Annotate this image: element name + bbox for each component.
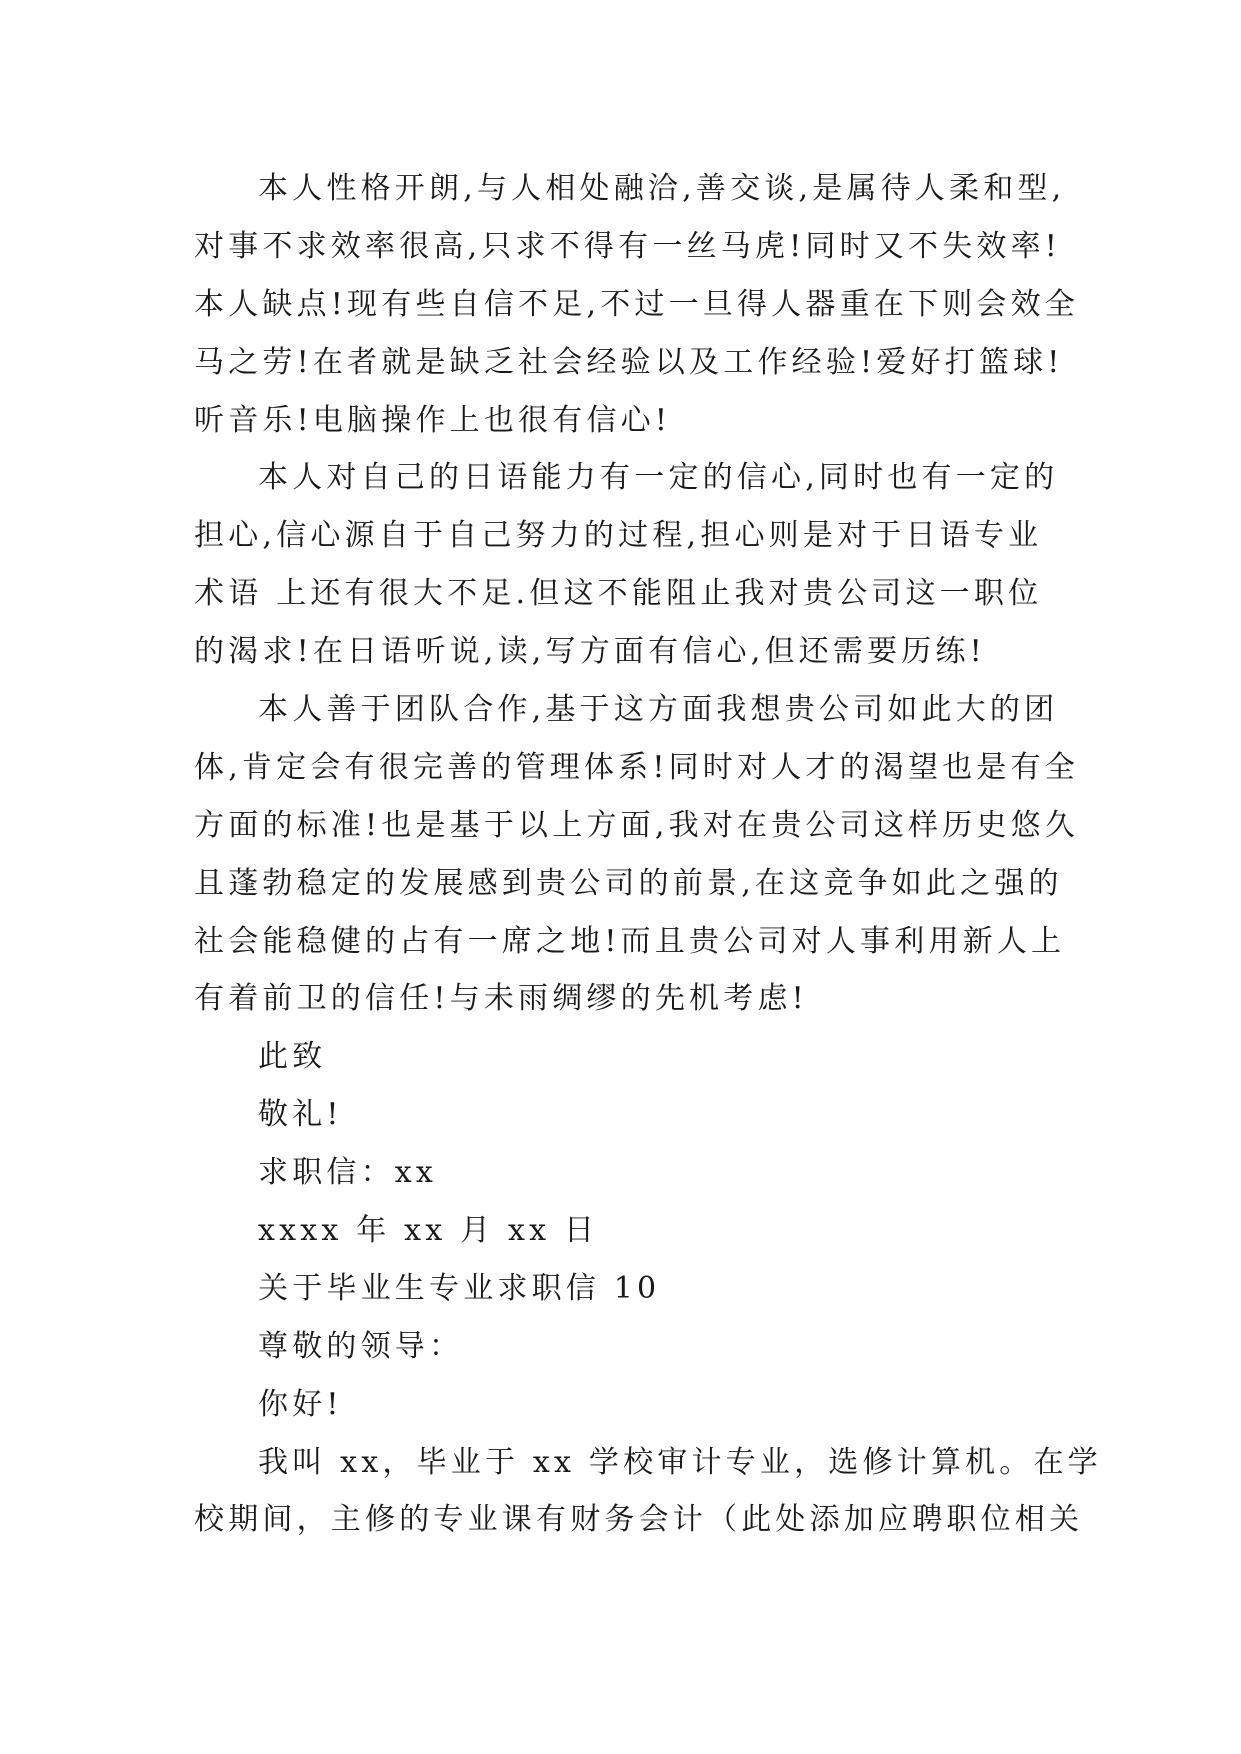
greeting-line: 你好! bbox=[258, 1386, 343, 1422]
paragraph-line: 本人对自己的日语能力有一定的信心,同时也有一定的 bbox=[258, 460, 1059, 496]
paragraph-line: 校期间，主修的专业课有财务会计（此处添加应聘职位相关 bbox=[194, 1502, 1084, 1538]
paragraph-line: 体,肯定会有很完善的管理体系!同时对人才的渴望也是有全 bbox=[194, 749, 1079, 785]
paragraph-line: 担心,信心源自于自己努力的过程,担心则是对于日语专业 bbox=[194, 518, 1043, 554]
paragraph-line: 听音乐!电脑操作上也很有信心! bbox=[194, 402, 672, 438]
paragraph-line: 社会能稳健的占有一席之地!而且贵公司对人事利用新人上 bbox=[194, 923, 1066, 959]
greeting-line: 尊敬的领导： bbox=[258, 1328, 464, 1364]
signature-line: 求职信：xx bbox=[258, 1155, 438, 1191]
paragraph-line: 方面的标准!也是基于以上方面,我对在贵公司这样历史悠久 bbox=[194, 807, 1079, 843]
closing-salutation: 此致 bbox=[258, 1039, 327, 1075]
paragraph-line: 术语 上还有很大不足.但这不能阻止我对贵公司这一职位 bbox=[194, 576, 1043, 612]
document-body bbox=[194, 160, 1102, 1549]
paragraph-line: 对事不求效率很高,只求不得有一丝马虎!同时又不失效率! bbox=[194, 228, 1062, 264]
date-line: xxxx 年 xx 月 xx 日 bbox=[258, 1213, 599, 1249]
paragraph-line: 马之劳!在者就是缺乏社会经验以及工作经验!爱好打篮球! bbox=[194, 344, 1064, 380]
paragraph-line: 本人性格开朗,与人相处融洽,善交谈,是属待人柔和型, bbox=[258, 171, 1066, 206]
paragraph-line: 我叫 xx，毕业于 xx 学校审计专业，选修计算机。在学 bbox=[258, 1444, 1102, 1480]
paragraph-line: 本人善于团队合作,基于这方面我想贵公司如此大的团 bbox=[258, 692, 1059, 728]
paragraph-line: 本人缺点!现有些自信不足,不过一旦得人器重在下则会效全 bbox=[194, 286, 1079, 322]
paragraph-line: 的渴求!在日语听说,读,写方面有信心,但还需要历练! bbox=[194, 634, 986, 670]
section-title: 关于毕业生专业求职信 10 bbox=[258, 1270, 661, 1306]
closing-regards: 敬礼! bbox=[258, 1097, 343, 1133]
paragraph-line: 有着前卫的信任!与未雨绸缪的先机考虑! bbox=[194, 981, 808, 1017]
paragraph-line: 且蓬勃稳定的发展感到贵公司的前景,在这竞争如此之强的 bbox=[194, 865, 1063, 901]
